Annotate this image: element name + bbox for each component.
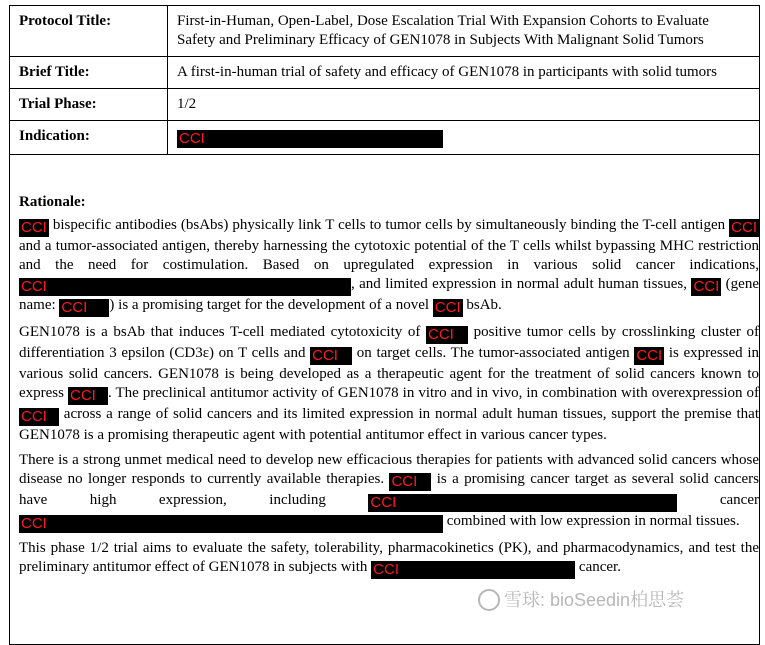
rationale-paragraph (19, 216, 759, 317)
redaction-box: CCI (426, 326, 468, 344)
text-run: across a range of solid cancers and its limited expression in normal adult human tissues, support the premise that GEN1078 is a promising therapeutic agent with potential antitumor effect in various cancer types. (19, 406, 759, 443)
text-run: positive tumor cells by crosslinking cluster of differentiation 3 epsilon (CD3ε) on T cells and (19, 324, 759, 361)
redaction-box: CCI (68, 387, 108, 405)
redaction-box: CCI (19, 408, 59, 426)
rationale-heading: Rationale: (19, 194, 86, 210)
redaction-box: CCI (59, 299, 109, 317)
table-row (10, 6, 760, 57)
row-value: A first-in-human trial of safety and efficacy of GEN1078 in participants with solid tumors (168, 57, 760, 89)
watermark-logo-icon (478, 589, 500, 611)
text-run: . The preclinical antitumor activity of GEN1078 in vitro and in vivo, in combination with overexpression of (107, 385, 759, 401)
row-label: Brief Title: (10, 57, 168, 89)
redaction-box: CCI (310, 347, 352, 365)
text-run: cancer. (575, 559, 621, 575)
table-row (10, 121, 760, 155)
row-label: Indication: (10, 121, 168, 155)
row-label: Trial Phase: (10, 89, 168, 121)
text-run: is a promising cancer target as several solid cancers have high expression, including (19, 471, 760, 508)
redaction-box: CCI (731, 219, 757, 236)
table-row (10, 57, 760, 89)
rationale-paragraph (19, 451, 759, 533)
redaction-box: CCI (389, 473, 431, 491)
protocol-summary-table (9, 5, 760, 155)
text-run: on target cells. The tumor-associated antigen (352, 345, 635, 361)
text-run: cancer (677, 492, 759, 508)
redaction-box: CCI (177, 130, 443, 148)
text-run: is expressed in various solid cancers. GEN1078 is being developed as a therapeutic agent for the treatment of solid cancers known to express (19, 345, 759, 401)
text-run: This phase 1/2 trial aims to evaluate the safety, tolerability, pharmacokinetics (PK), and pharmacodynamics, and test the preliminary antitumor effect of GEN1078 in subjects with (19, 540, 759, 575)
redaction-box: CCI (693, 278, 720, 295)
row-value: First-in-Human, Open-Label, Dose Escalation Trial With Expansion Cohorts to Evaluate Safety and Preliminary Efficacy of GEN1078 in Subjects With Malignant Solid Tumors (168, 6, 760, 57)
table-row (10, 89, 760, 121)
redaction-box: CCI (19, 515, 443, 533)
rationale-paragraph (19, 539, 759, 579)
protocol-document (9, 5, 760, 645)
redaction-box: CCI (636, 347, 663, 364)
row-value: 1/2 (168, 89, 760, 121)
row-value (168, 121, 760, 155)
redaction-box: CCI (21, 219, 47, 236)
text-run: bispecific antibodies (bsAbs) physically link T cells to tumor cells by simultaneously binding the T-cell antigen (48, 217, 730, 233)
text-run: combined with low expression in normal tissues. (443, 513, 740, 529)
row-label: Protocol Title: (10, 6, 168, 57)
watermark (478, 586, 684, 612)
rationale-paragraph (19, 323, 759, 445)
text-run: (gene name: (19, 276, 759, 313)
text-run: bsAb. (462, 297, 502, 313)
redaction-box: CCI (19, 278, 351, 296)
text-run: and a tumor-associated antigen, thereby harnessing the cytotoxic potential of the T cells whilst bypassing MHC restriction and the need for costimulation. Based on upregulated expression in various solid cancer indications, (19, 238, 759, 273)
watermark-text: 雪球: bioSeedin柏思荟 (504, 590, 685, 610)
text-run: There is a strong unmet medical need to develop new efficacious therapies for patients with advanced solid cancers whose disease no longer responds to currently available therapies. (19, 452, 759, 487)
redaction-box: CCI (434, 299, 461, 316)
text-run: , and limited expression in normal adult human tissues, (351, 276, 692, 292)
redaction-box: CCI (371, 561, 575, 579)
redaction-box: CCI (368, 494, 677, 512)
text-run: ) is a promising target for the development of a novel (109, 297, 433, 313)
rationale-section (19, 193, 759, 585)
text-run: GEN1078 is a bsAb that induces T-cell mediated cytotoxicity of (19, 324, 426, 340)
